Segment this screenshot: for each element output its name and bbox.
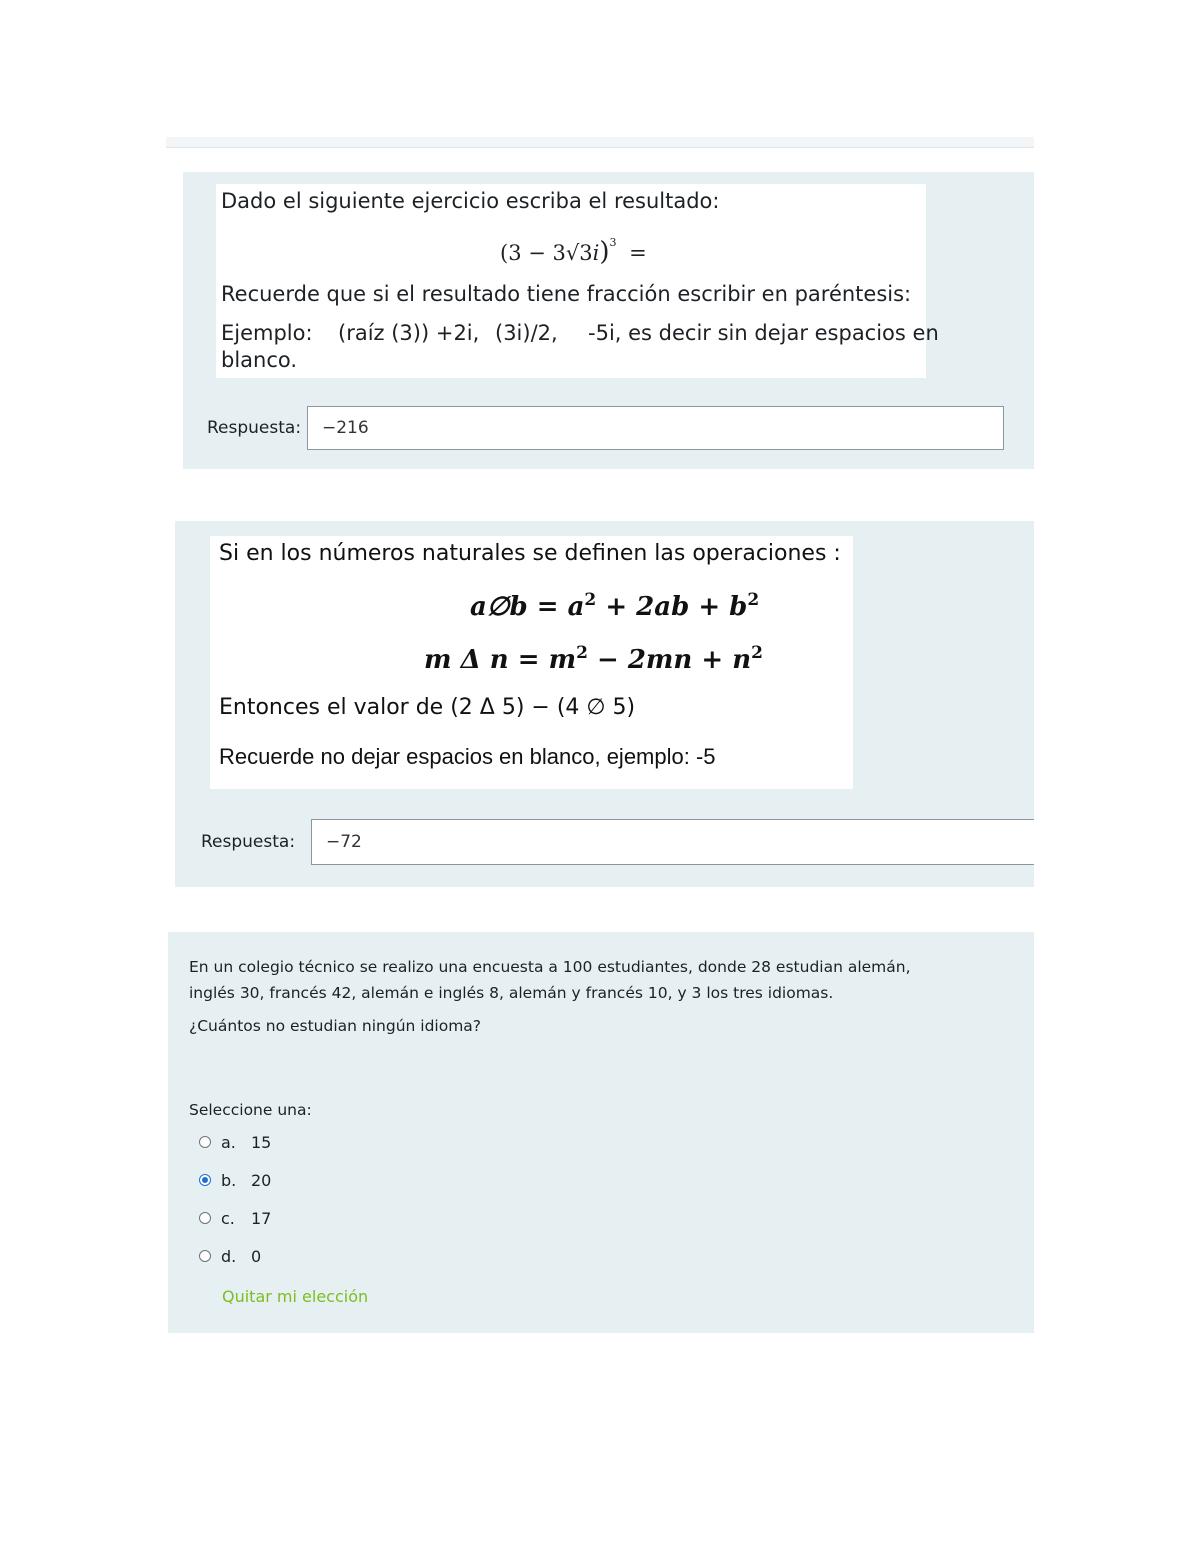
question-1-image-card (216, 184, 926, 378)
option-b-value: 20 (251, 1170, 272, 1190)
question-1-answer-input[interactable] (307, 406, 1004, 450)
question-3-text-line-2: inglés 30, francés 42, alemán e inglés 8, alemán y francés 10, y 3 los tres idiomas. (189, 984, 834, 1002)
question-3-text-line-1: En un colegio técnico se realizo una encuesta a 100 estudiantes, donde 28 estudian alemán, (189, 958, 911, 976)
question-1-title: Dado el siguiente ejercicio escriba el resultado: (221, 189, 720, 213)
question-2-then-text: Entonces el valor de (2 Δ 5) − (4 ∅ 5) (219, 695, 636, 720)
question-2-reminder: Recuerde no dejar espacios en blanco, ejemplo: -5 (219, 744, 716, 769)
radio-c[interactable] (199, 1212, 211, 1224)
option-c-letter: c. (221, 1208, 235, 1228)
option-d[interactable] (199, 1244, 261, 1268)
expression-exponent: 3 (609, 236, 617, 249)
question-1-example-2: (3i)/2, (495, 321, 558, 345)
radio-b-selected[interactable] (199, 1174, 211, 1186)
option-b[interactable] (199, 1168, 271, 1192)
question-1-example-label: Ejemplo: (221, 321, 313, 345)
option-a-letter: a. (221, 1132, 236, 1152)
option-c[interactable] (199, 1206, 271, 1230)
expression-i: i (592, 241, 600, 265)
expression-equals: = (629, 241, 647, 265)
option-b-letter: b. (221, 1170, 237, 1190)
clear-choice-link[interactable]: Quitar mi elección (222, 1287, 369, 1306)
question-2-intro: Si en los números naturales se definen las operaciones : (219, 541, 841, 566)
question-1-reminder: Recuerde que si el resultado tiene fracción escribir en paréntesis: (221, 282, 912, 306)
question-1-answer-label: Respuesta: (207, 418, 302, 438)
question-3-select-label: Seleccione una: (189, 1101, 312, 1119)
question-2-answer-input[interactable] (311, 819, 1034, 865)
question-2-equation-1: a∅b = $a^2 + 2ab + b^2$ (470, 590, 760, 622)
question-2-answer-label: Respuesta: (201, 832, 296, 852)
question-3-question: ¿Cuántos no estudian ningún idioma? (189, 1017, 482, 1035)
option-a-value: 15 (251, 1132, 272, 1152)
question-1-example-3: -5i, es decir sin dejar espacios en (588, 321, 939, 345)
option-a[interactable] (199, 1130, 271, 1154)
page-top-divider (166, 137, 1034, 148)
radio-d[interactable] (199, 1250, 211, 1262)
question-2-equation-2: m Δ $n = m^2 - 2mn + n^2$ (424, 643, 763, 675)
option-c-value: 17 (251, 1208, 272, 1228)
question-1-expression (500, 236, 647, 267)
question-1-example-1: (raíz (3)) +2i, (338, 321, 480, 345)
question-1-example-end: blanco. (221, 348, 298, 372)
radio-a[interactable] (199, 1136, 211, 1148)
expression-close: ) (599, 237, 610, 267)
option-d-value: 0 (251, 1246, 262, 1266)
expression-open: (3 − 3√3 (500, 241, 593, 265)
option-d-letter: d. (221, 1246, 237, 1266)
